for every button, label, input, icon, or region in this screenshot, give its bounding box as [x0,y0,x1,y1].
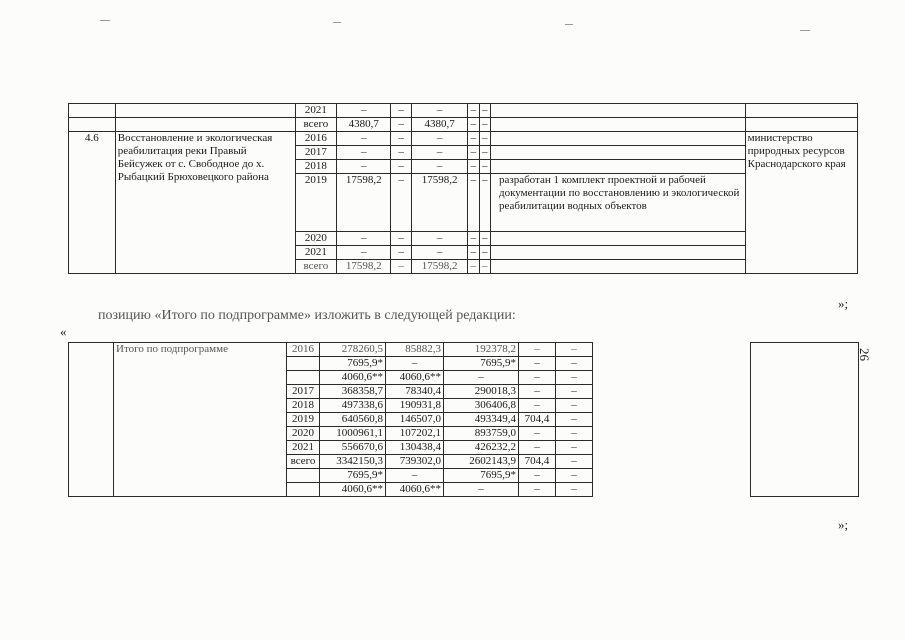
year-cell: 2021 [287,441,320,455]
value-cell: – [412,146,468,160]
value-cell: – [391,160,412,174]
value-cell: 4060,6** [386,483,444,497]
instruction-text: позицию «Итого по подпрограмме» изложить в следующей редакции: [98,308,516,323]
value-cell: – [479,174,490,232]
value-cell: – [468,132,479,146]
table-row [69,132,858,146]
total-label: Итого по подпрограмме [114,343,287,497]
value-cell: – [412,160,468,174]
value-cell: – [468,232,479,246]
value-cell: – [468,160,479,174]
value-cell: – [391,146,412,160]
value-cell: – [468,174,479,232]
value-cell: – [556,441,593,455]
value-cell: – [479,160,490,174]
value-cell: 368358,7 [320,385,386,399]
value-cell: 556670,6 [320,441,386,455]
value-cell: 4380,7 [337,118,391,132]
value-cell: – [412,232,468,246]
program-table-fragment [68,103,858,274]
year-cell: всего [295,118,337,132]
value-cell: – [412,246,468,260]
value-cell: – [556,357,593,371]
result-text: разработан 1 комплект проектной и рабочей документации по восстановлению и экологической реабилитации водных объектов [490,174,745,232]
value-cell: – [337,132,391,146]
page-number: 26 [857,348,872,361]
value-cell: – [556,427,593,441]
executor: министерство природных ресурсов Краснодарского края [745,132,857,274]
value-cell: – [556,371,593,385]
value-cell: – [337,146,391,160]
value-cell: – [337,160,391,174]
year-cell: 2018 [287,399,320,413]
year-cell [287,469,320,483]
year-cell: всего [295,260,337,274]
open-quote: « [60,324,67,339]
value-cell: – [337,104,391,118]
scan-mark [565,24,573,25]
year-cell: 2018 [295,160,337,174]
year-cell: 2020 [295,232,337,246]
value-cell: – [519,483,556,497]
value-cell: 739302,0 [386,455,444,469]
value-cell: – [556,343,593,357]
value-cell: 78340,4 [386,385,444,399]
value-cell: – [337,246,391,260]
value-cell: – [337,232,391,246]
value-cell: 640560,8 [320,413,386,427]
year-cell: 2020 [287,427,320,441]
year-cell [287,483,320,497]
value-cell: – [519,399,556,413]
value-cell: 4060,6** [386,371,444,385]
scan-mark [333,22,341,23]
value-cell: 497338,6 [320,399,386,413]
value-cell: 1000961,1 [320,427,386,441]
value-cell: 190931,8 [386,399,444,413]
year-cell: 2016 [295,132,337,146]
value-cell: 17598,2 [412,174,468,232]
value-cell: – [519,469,556,483]
value-cell: – [391,232,412,246]
value-cell: – [468,104,479,118]
value-cell: – [391,260,412,274]
value-cell: – [391,118,412,132]
value-cell: – [468,118,479,132]
value-cell: – [479,246,490,260]
value-cell: 290018,3 [444,385,519,399]
value-cell: – [386,357,444,371]
year-cell: 2021 [295,104,337,118]
value-cell: – [519,441,556,455]
value-cell: 7695,9* [320,357,386,371]
value-cell: – [479,132,490,146]
item-name: Восстановление и экологическая реабилитация реки Правый Бейсужек от с. Свободное до х. Рыбацкий Брюховецкого района [115,132,295,274]
scan-mark [800,30,810,31]
value-cell: – [479,260,490,274]
value-cell: 85882,3 [386,343,444,357]
value-cell: 2602143,9 [444,455,519,469]
value-cell: – [479,232,490,246]
value-cell: 306406,8 [444,399,519,413]
value-cell: 704,4 [519,455,556,469]
value-cell: – [479,118,490,132]
value-cell: – [556,469,593,483]
year-cell [287,357,320,371]
scan-mark [100,20,110,21]
value-cell: 192378,2 [444,343,519,357]
value-cell: – [556,455,593,469]
value-cell: – [556,413,593,427]
value-cell: – [391,174,412,232]
value-cell: 893759,0 [444,427,519,441]
value-cell: 4380,7 [412,118,468,132]
value-cell: – [556,399,593,413]
value-cell: – [479,146,490,160]
value-cell: – [386,469,444,483]
item-number: 4.6 [69,132,116,274]
value-cell: 7695,9* [444,469,519,483]
value-cell: – [519,343,556,357]
year-cell: 2021 [295,246,337,260]
end-quote: »; [838,296,849,311]
table-row [69,343,859,357]
value-cell: – [519,371,556,385]
value-cell: – [519,357,556,371]
year-cell [287,371,320,385]
value-cell: – [412,132,468,146]
value-cell: 493349,4 [444,413,519,427]
value-cell: 146507,0 [386,413,444,427]
table-row [69,104,858,118]
value-cell: 107202,1 [386,427,444,441]
value-cell: – [468,260,479,274]
value-cell: – [444,371,519,385]
table-row [69,118,858,132]
year-cell: 2016 [287,343,320,357]
value-cell: – [556,483,593,497]
value-cell: 17598,2 [412,260,468,274]
value-cell: 17598,2 [337,174,391,232]
subprogram-total-table [68,342,859,497]
value-cell: – [519,385,556,399]
year-cell: всего [287,455,320,469]
value-cell: – [391,104,412,118]
value-cell: 7695,9* [320,469,386,483]
value-cell: 426232,2 [444,441,519,455]
value-cell: 17598,2 [337,260,391,274]
value-cell: – [556,385,593,399]
value-cell: – [391,246,412,260]
value-cell: 130438,4 [386,441,444,455]
value-cell: – [479,104,490,118]
value-cell: 7695,9* [444,357,519,371]
year-cell: 2017 [287,385,320,399]
year-cell: 2017 [295,146,337,160]
value-cell: 3342150,3 [320,455,386,469]
value-cell: 4060,6** [320,371,386,385]
year-cell: 2019 [287,413,320,427]
value-cell: – [412,104,468,118]
value-cell: – [391,132,412,146]
value-cell: 278260,5 [320,343,386,357]
value-cell: 4060,6** [320,483,386,497]
value-cell: – [468,246,479,260]
value-cell: – [519,427,556,441]
value-cell: – [444,483,519,497]
year-cell: 2019 [295,174,337,232]
value-cell: 704,4 [519,413,556,427]
end-quote: »; [838,517,849,532]
value-cell: – [468,146,479,160]
